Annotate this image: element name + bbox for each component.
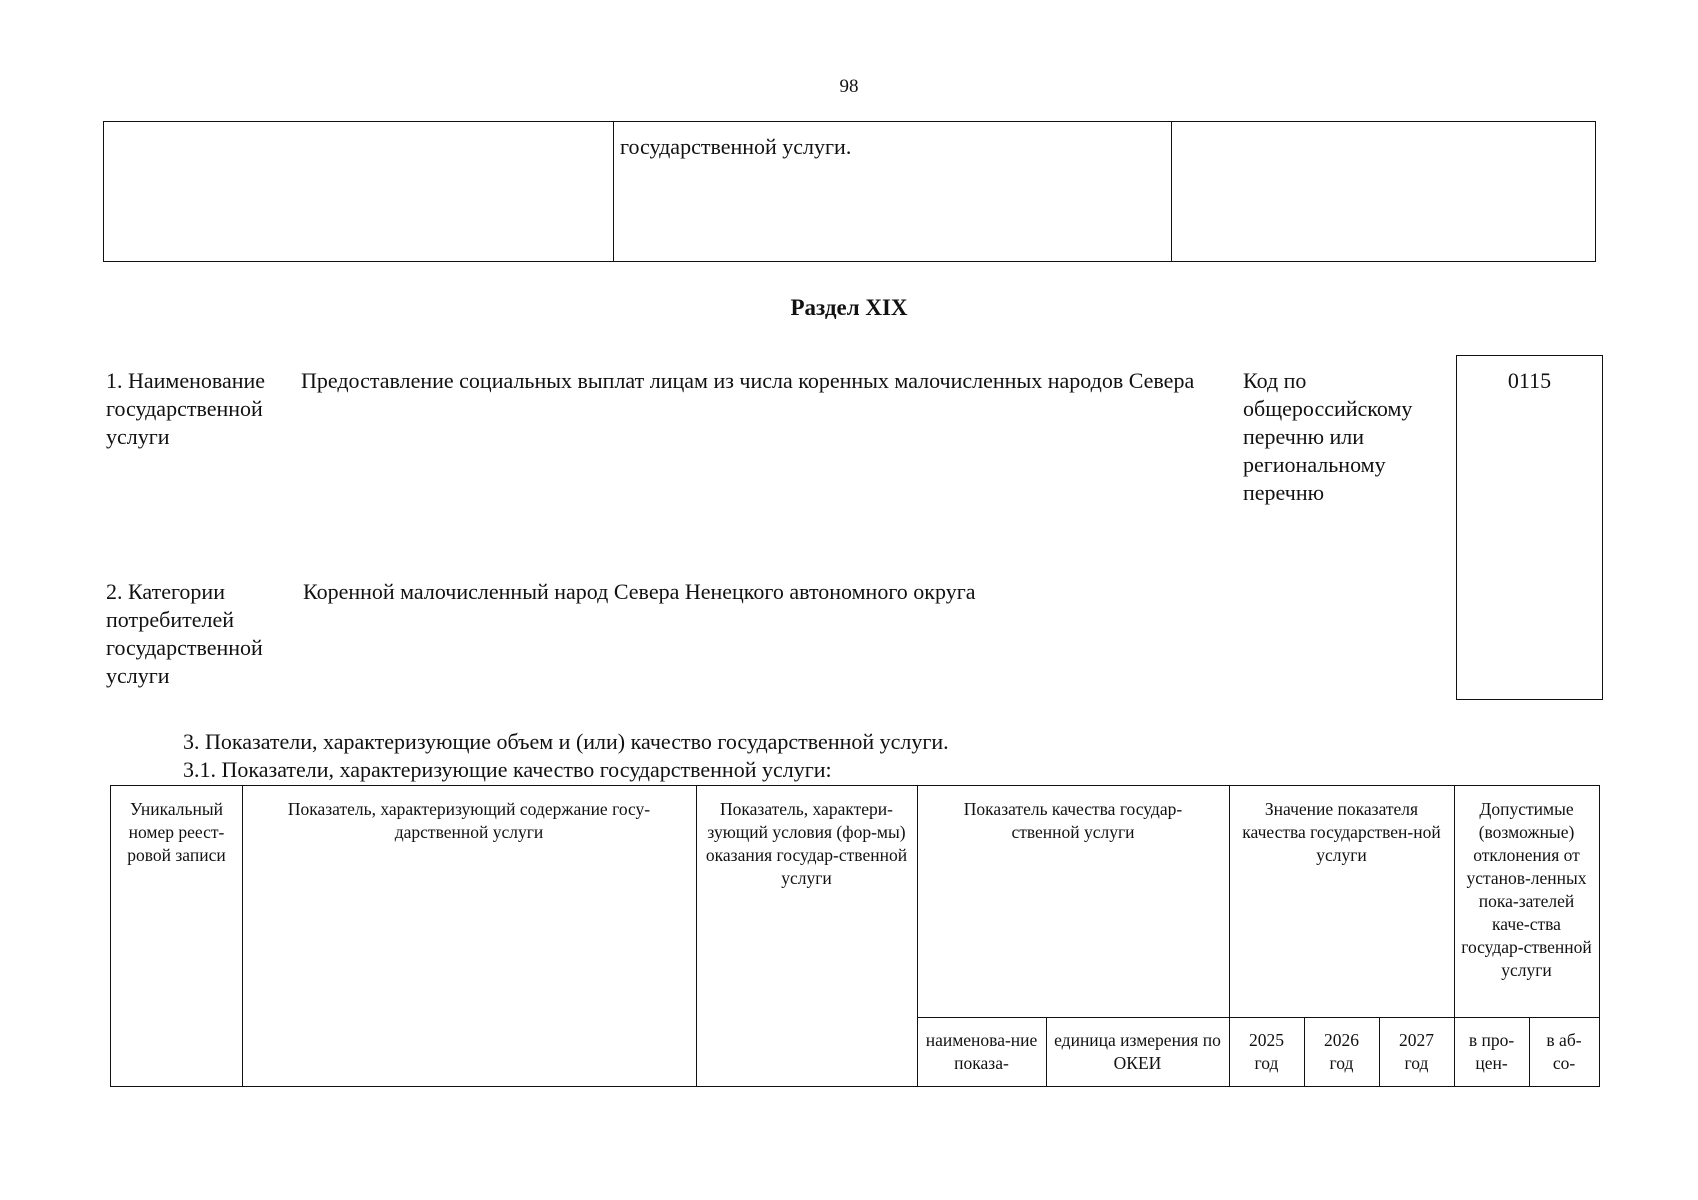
subheader-year-2025: 2025 год — [1249, 1030, 1284, 1073]
header-quality-indicator: Показатель качества государ-ственной услуги — [963, 799, 1183, 842]
header-service-conditions: Показатель, характери-зующий условия (фор-мы) оказания государ-ственной услуги — [705, 799, 908, 888]
paragraph-3: 3. Показатели, характеризующие объем и (или) качество государственной услуги. — [183, 729, 949, 754]
quality-indicators-table — [110, 785, 1600, 1087]
subheader-year-2027: 2027 год — [1399, 1030, 1434, 1073]
header-allowed-deviations: Допустимые (возможные) отклонения от установ-ленных пока-зателей каче-ства государ-ственной услуги — [1461, 799, 1592, 980]
paragraph-3-1: 3.1. Показатели, характеризующие качество государственной услуги: — [183, 757, 832, 782]
page-number: 98 — [839, 76, 859, 97]
continuation-cell-left — [104, 122, 614, 261]
subheader-deviation-percent: в про-цен- — [1468, 1030, 1515, 1073]
continuation-cell-middle: государственной услуги. — [614, 122, 1172, 261]
consumers-value: Коренной малочисленный народ Севера Ненецкого автономного округа — [303, 579, 976, 604]
service-name-label: 1. Наименование государственной услуги — [106, 368, 266, 449]
registry-code-box — [1456, 355, 1603, 700]
subheader-deviation-absolute: в аб-со- — [1546, 1030, 1582, 1073]
header-service-content: Показатель, характеризующий содержание госу-дарственной услуги — [287, 799, 651, 842]
service-name-value: Предоставление социальных выплат лицам из числа коренных малочисленных народов Севера — [301, 368, 1195, 393]
header-registry-number: Уникальный номер реест-ровой записи — [127, 799, 226, 865]
registry-code-label: Код по общероссийскому перечню или региональному перечню — [1243, 368, 1413, 505]
subheader-indicator-name: наименова-ние показа- — [925, 1030, 1038, 1073]
continuation-table — [103, 121, 1596, 262]
subheader-okei-unit: единица измерения по ОКЕИ — [1054, 1030, 1221, 1073]
consumers-label: 2. Категории потребителей государственной услуги — [106, 579, 263, 688]
subheader-year-2026: 2026 год — [1324, 1030, 1359, 1073]
section-title: Раздел XIX — [790, 295, 908, 320]
header-indicator-value: Значение показателя качества государствен-ной услуги — [1242, 799, 1441, 865]
registry-code-value: 0115 — [1507, 368, 1552, 393]
continuation-cell-right — [1172, 122, 1595, 261]
